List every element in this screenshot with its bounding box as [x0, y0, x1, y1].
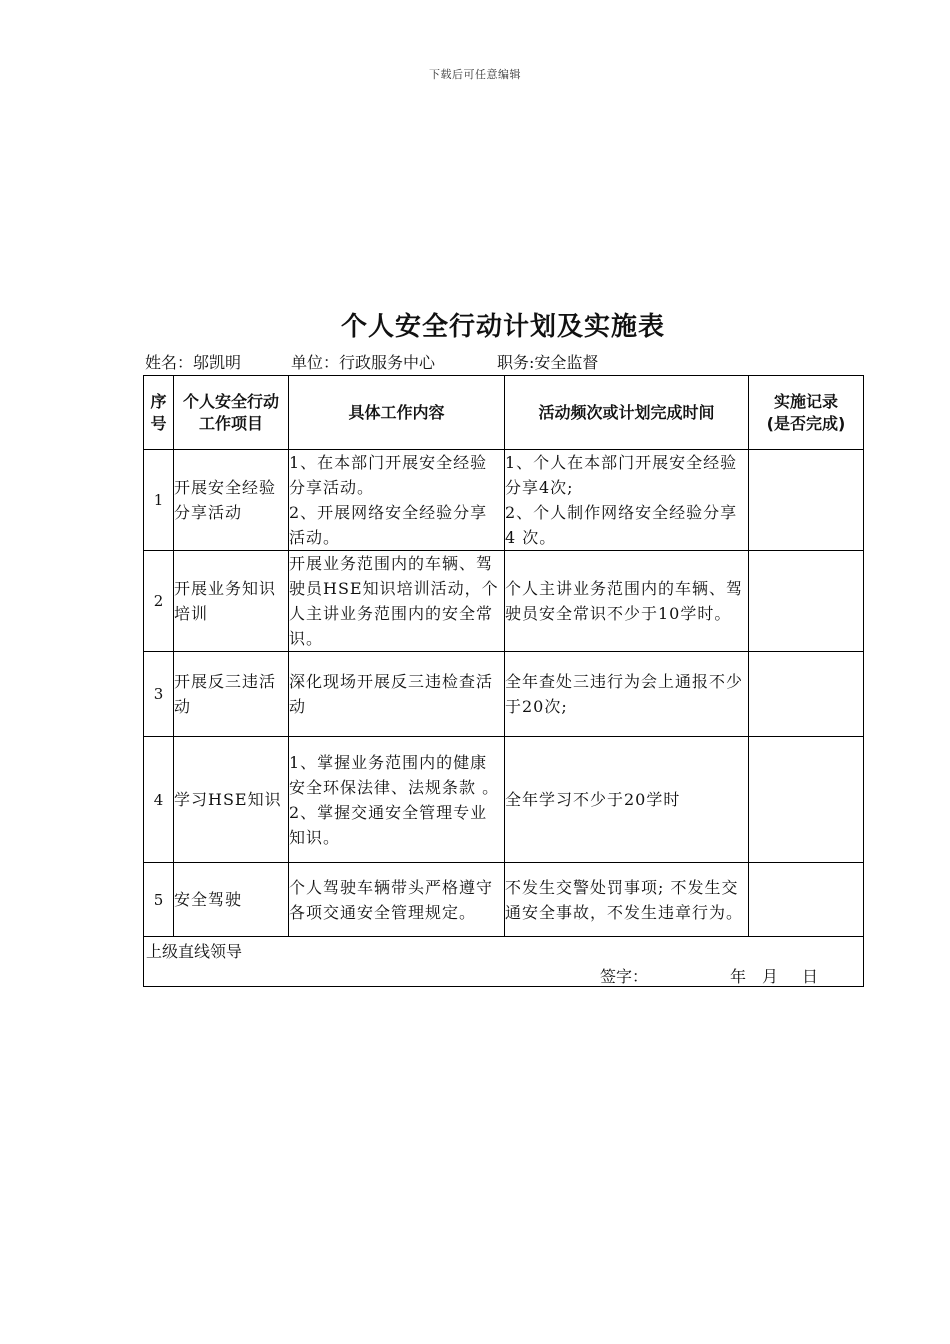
info-unit: 单位：行政服务中心 [291, 353, 436, 372]
table-row [144, 450, 864, 551]
row-item: 学习HSE知识 [174, 737, 289, 863]
table-row [144, 652, 864, 737]
row-content [289, 737, 505, 863]
row-frequency-line1: 个人主讲业务范围内的车辆、驾驶员安全常识不少于10学时。 [505, 579, 744, 623]
row-frequency-line1: 不发生交警处罚事项; 不发生交通安全事故，不发生违章行为。 [505, 877, 744, 922]
row-frequency-line2: 2、个人制作网络安全经验分享4 次。 [505, 503, 738, 547]
row-index: 4 [144, 737, 174, 863]
signature-month: 月 [762, 967, 779, 986]
row-frequency-line1: 全年查处三违行为会上通报不少于20次; [505, 672, 744, 716]
table-footer-row [144, 937, 864, 987]
header-index [144, 376, 174, 450]
row-record [749, 551, 864, 652]
row-content-line2: 2、掌握交通安全管理专业知识。 [289, 802, 488, 847]
info-line [145, 350, 598, 373]
header-content [289, 376, 505, 450]
document-title: 个人安全行动计划及实施表 [340, 312, 665, 342]
row-content-line2: 2、开展网络安全经验分享活动。 [289, 503, 488, 547]
table-row [144, 551, 864, 652]
row-index: 1 [144, 450, 174, 551]
header-content-text: 具体工作内容 [348, 402, 445, 422]
header-item-line2: 工作项目 [198, 413, 263, 433]
header-frequency [505, 376, 749, 450]
header-item [174, 376, 289, 450]
row-frequency [505, 551, 749, 652]
row-content [289, 551, 505, 652]
footer-cell [144, 937, 864, 987]
row-record [749, 450, 864, 551]
supervisor-label: 上级直线领导 [146, 942, 243, 961]
signature-day: 日 [802, 967, 819, 986]
row-frequency [505, 737, 749, 863]
row-item: 开展反三违活动 [174, 652, 289, 737]
table-header-row [144, 376, 864, 450]
row-item: 安全驾驶 [174, 863, 289, 937]
header-frequency-text: 活动频次或计划完成时间 [538, 402, 715, 422]
row-content-line1: 1、掌握业务范围内的健康安全环保法律、法规条款 。 [289, 752, 500, 797]
row-content-line1: 深化现场开展反三违检查活动 [289, 672, 494, 716]
header-record [749, 376, 864, 450]
row-record [749, 737, 864, 863]
row-item: 开展安全经验分享活动 [174, 450, 289, 551]
header-item-line1: 个人安全行动 [182, 391, 279, 411]
header-note: 下载后可任意编辑 [429, 68, 521, 81]
row-frequency-line1: 1、个人在本部门开展安全经验分享4次; [505, 453, 738, 497]
row-frequency [505, 863, 749, 937]
row-index: 2 [144, 551, 174, 652]
row-content [289, 450, 505, 551]
header-index-text: 序号 [150, 391, 167, 433]
row-content [289, 863, 505, 937]
table-row [144, 863, 864, 937]
row-record [749, 652, 864, 737]
row-content [289, 652, 505, 737]
header-record-line1: 实施记录 [773, 391, 838, 411]
row-frequency [505, 450, 749, 551]
row-content-line1: 个人驾驶车辆带头严格遵守各项交通安全管理规定。 [289, 877, 494, 922]
signature-label: 签字： [600, 967, 649, 986]
row-frequency [505, 652, 749, 737]
table-row [144, 737, 864, 863]
info-name: 姓名：邬凯明 [145, 353, 242, 372]
signature-year: 年 [730, 967, 747, 986]
signature-line [600, 964, 818, 987]
row-content-line1: 1、在本部门开展安全经验分享活动。 [289, 453, 488, 497]
row-item: 开展业务知识培训 [174, 551, 289, 652]
row-index: 5 [144, 863, 174, 937]
row-index: 3 [144, 652, 174, 737]
info-position: 职务:安全监督 [497, 353, 599, 372]
row-record [749, 863, 864, 937]
row-frequency-line1: 全年学习不少于20学时 [505, 790, 681, 809]
header-record-line2: (是否完成) [766, 413, 846, 433]
row-content-line1: 开展业务范围内的车辆、驾驶员HSE知识培训活动，个人主讲业务范围内的安全常识。 [289, 554, 499, 648]
plan-table [143, 375, 864, 987]
